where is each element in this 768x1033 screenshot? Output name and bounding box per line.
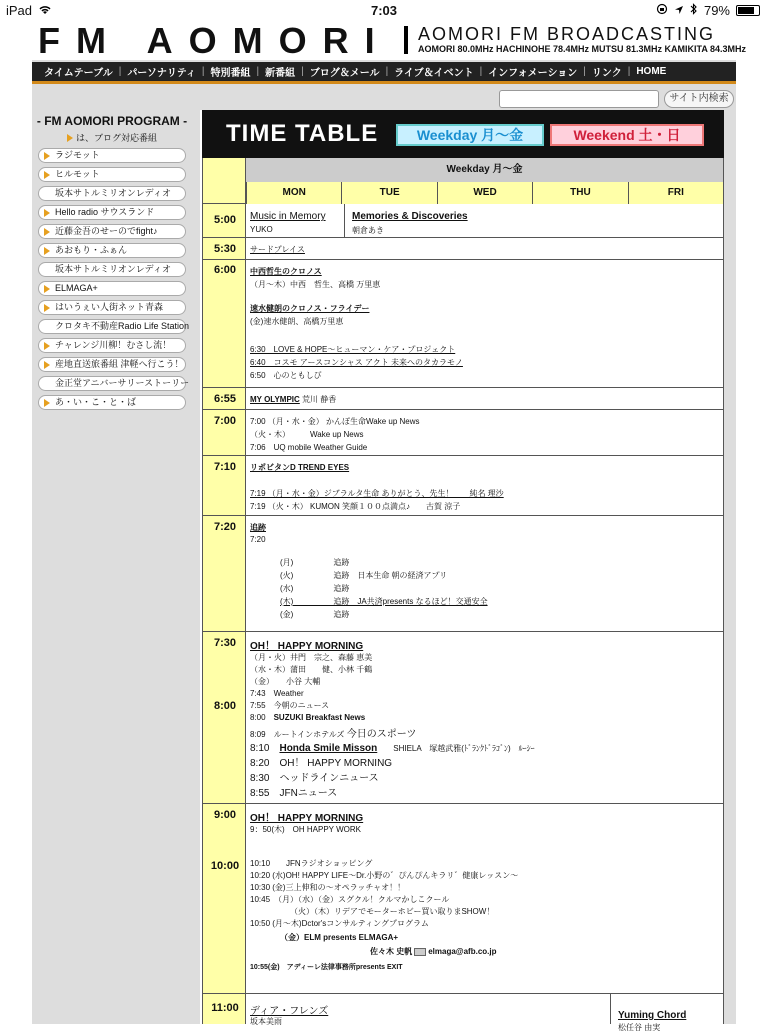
frequency-list: AOMORI 80.0MHz HACHINOHE 78.4MHz MUTSU 81.3MHz KAMIKITA 84.3MHz <box>418 44 747 54</box>
nav-separator: | <box>479 66 483 77</box>
program-text: 8:09 ルートインホテルズ <box>250 730 347 739</box>
time-cell <box>202 804 246 993</box>
day-wed: WED <box>437 182 532 204</box>
sidebar-item-tsugaru[interactable] <box>38 357 186 372</box>
program-host: SHIELA 塚越武雅(ﾄﾞﾗﾝｸﾄﾞﾗｺﾞﾝ) ﾙｰｼｰ <box>377 744 535 753</box>
row-0700 <box>202 410 724 456</box>
location-icon <box>674 3 684 18</box>
time-label: 5:30 <box>213 243 237 255</box>
time-label: 7:00 <box>213 415 237 427</box>
program-text: 10:10 JFNラジオショッピング <box>250 859 373 868</box>
nav-home[interactable]: HOME <box>636 66 667 77</box>
site-header <box>32 20 747 61</box>
search-row <box>32 86 736 110</box>
battery-icon <box>736 5 760 16</box>
program-host: 朝倉あき <box>352 226 384 235</box>
arrow-icon <box>44 285 50 293</box>
sidebar-note <box>32 131 192 144</box>
time-label: 7:10 <box>213 461 237 473</box>
program-cell <box>246 994 724 1032</box>
program-link[interactable]: 速水健朗のクロノス・フライデー <box>250 304 370 313</box>
program-text: (月) 追跡 <box>280 558 350 567</box>
program-link[interactable]: OH！ HAPPY MORNING <box>250 641 364 652</box>
status-right <box>656 3 760 18</box>
program-host: 佐々木 史帆 <box>370 947 413 956</box>
sidebar-item-label: ヒルモット <box>55 169 100 179</box>
nav-separator: | <box>201 66 205 77</box>
sidebar-item-rajimotto[interactable] <box>38 148 186 163</box>
battery-fill <box>738 7 754 14</box>
sidebar-item-label: 金正堂アニバーサリーストーリー <box>55 378 190 388</box>
program-text: 8:00 <box>250 713 274 722</box>
program-text: 10:45 （月）（水）（金）スグクル！クルマかしこクール <box>250 895 450 904</box>
clock: 7:03 <box>370 3 398 18</box>
corner-link[interactable]: 6:30 LOVE & HOPE〜ヒューマン・ケア・プロジェクト <box>250 345 456 354</box>
nav-separator: | <box>118 66 122 77</box>
time-label: 6:00 <box>213 264 237 276</box>
day-mon: MON <box>246 182 341 204</box>
program-text: (水) 追跡 <box>280 584 350 593</box>
nav-separator: | <box>256 66 260 77</box>
program-host: 荒川 静香 <box>299 395 337 404</box>
nav-separator: | <box>583 66 586 77</box>
program-host: （月〜木）中西 哲生、高橋 万里恵 <box>250 280 381 289</box>
program-cell <box>246 516 724 631</box>
arrow-icon <box>44 342 50 350</box>
corner-title: SUZUKI Breakfast News <box>273 713 366 722</box>
tab-weekday[interactable]: Weekday 月〜金 <box>396 124 544 146</box>
row-0530 <box>202 238 724 260</box>
program-text: 10:30 (金)三上伸和の〜オペラッチャオ！！ <box>250 883 406 892</box>
sidebar-item-senryu[interactable] <box>38 338 186 353</box>
sidebar-item-aomori-fan[interactable] <box>38 243 186 258</box>
time-column-header <box>202 158 246 203</box>
arrow-icon <box>44 304 50 312</box>
sidebar-item-label: 産地直送旅番組 津軽へ行こう！ <box>55 359 184 369</box>
program-link[interactable]: リポビタンD TREND EYES <box>250 463 350 472</box>
program-text: 7:06 UQ mobile Weather Guide <box>250 443 368 452</box>
corner-link[interactable]: Honda Smile Misson <box>279 743 378 754</box>
site-logo[interactable]: FM AOMORI <box>38 20 391 61</box>
week-header: Weekday 月〜金 <box>246 158 724 182</box>
nav-link[interactable]: リンク <box>591 68 622 79</box>
row-0730 <box>202 632 724 804</box>
time-cell <box>202 388 246 409</box>
sidebar-item-label: チャレンジ川柳！むさし流！ <box>55 340 172 350</box>
program-text: 8:30 ヘッドラインニュース <box>250 773 379 784</box>
mail-icon <box>414 948 426 956</box>
arrow-icon <box>44 247 50 255</box>
program-host: YUKO <box>250 225 273 234</box>
battery-percent: 79% <box>703 3 730 18</box>
row-0900 <box>202 804 724 994</box>
time-label: 5:00 <box>213 214 237 226</box>
program-line <box>250 712 365 723</box>
arrow-icon <box>44 152 50 160</box>
program-host: （月・火）井門 宗之、森藤 恵美 <box>250 653 373 662</box>
program-text: （火・木） Wake up News <box>250 430 364 439</box>
program-text: （火）（木）リデアでモーターホビー買い取りまSHOW！ <box>290 907 495 916</box>
nav-special[interactable]: 特別番組 <box>210 68 251 79</box>
corner-text: 7:19 （火・木） KUMON 笑顔１００点満点♪ 古賀 涼子 <box>250 502 461 511</box>
cell-divider <box>344 204 345 237</box>
nav-new-programs[interactable]: 新番組 <box>265 68 296 79</box>
program-cell <box>246 204 724 237</box>
time-label: 7:30 <box>213 637 237 649</box>
page <box>32 20 747 1032</box>
sidebar-item-label: ELMAGA+ <box>55 283 98 293</box>
program-link[interactable]: Music in Memory <box>250 211 326 222</box>
site-search-button[interactable]: サイト内検索 <box>664 90 734 108</box>
corner-text: 6:50 心のともしび <box>250 371 322 380</box>
sidebar-item-label: クロタキ不動産Radio Life Station <box>55 321 190 331</box>
sidebar-item-southland[interactable] <box>38 205 186 220</box>
site-search-input[interactable] <box>499 90 659 108</box>
program-text: 8:10 <box>250 743 280 754</box>
day-header-row <box>246 182 724 204</box>
nav-separator: | <box>627 66 631 77</box>
program-text: 7:20 <box>250 535 266 544</box>
program-link[interactable]: MY OLYMPIC <box>250 395 300 404</box>
program-text: (金) 追跡 <box>280 610 350 619</box>
program-link[interactable]: ディア・フレンズ <box>250 1006 329 1017</box>
email-link[interactable]: elmaga@afb.co.jp <box>428 947 497 956</box>
row-0710 <box>202 456 724 516</box>
arrow-icon <box>44 209 50 217</box>
header-row <box>202 158 724 204</box>
program-text: 7:55 今朝のニュース <box>250 701 330 710</box>
sidebar-item-label: あ・い・こ・と・ば <box>55 397 137 407</box>
arrow-icon <box>44 361 50 369</box>
nav-blog-mail[interactable]: ブログ＆メール <box>309 68 380 79</box>
program-line <box>250 725 416 740</box>
logo-divider <box>404 26 408 54</box>
blog-arrow-icon <box>67 134 73 142</box>
orientation-lock-icon <box>656 3 668 18</box>
program-cell <box>246 632 724 803</box>
row-0600 <box>202 260 724 388</box>
sidebar-item-kondo[interactable] <box>38 224 186 239</box>
program-cell <box>246 238 724 259</box>
time-cell <box>202 410 246 455</box>
time-cell <box>202 994 246 1024</box>
corner-link[interactable]: 6:40 コスモ アースコンシャス アクト 未来へのタカラモノ <box>250 358 463 367</box>
program-line <box>250 394 336 405</box>
program-link[interactable]: OH！ HAPPY MORNING <box>250 813 364 824</box>
time-label: 10:00 <box>210 860 240 872</box>
sidebar-item-anniversary[interactable] <box>38 376 190 391</box>
corner-link[interactable]: 7:19 （月・水・金）ジブラルタ生命 ありがとう、先生！ 純名 理沙 <box>250 489 504 498</box>
program-host: （金） 小谷 大輔 <box>250 677 321 686</box>
time-cell <box>202 456 246 515</box>
time-cell <box>202 204 246 237</box>
program-text: 7:00 （月・水・金） かんぽ生命Wake up News <box>250 417 420 426</box>
time-label: 7:20 <box>213 521 237 533</box>
program-text: 10:55(金) アディーレ法律事務所presents EXIT <box>250 964 403 971</box>
time-cell <box>202 632 246 803</box>
program-cell <box>246 456 724 515</box>
row-0720 <box>202 516 724 632</box>
sidebar-note-text: は、ブログ対応番組 <box>75 133 157 143</box>
sidebar-item-million-radio[interactable] <box>38 186 186 201</box>
program-text: 8:20 OH！ HAPPY MORNING <box>250 758 393 769</box>
sidebar-item-label: あおもり・ふぁん <box>55 245 128 255</box>
day-thu: THU <box>532 182 627 204</box>
status-bar <box>0 0 768 20</box>
program-text: 9：50(木) OH HAPPY WORK <box>250 825 361 834</box>
program-cell <box>246 410 724 455</box>
program-sidebar <box>32 112 192 414</box>
sidebar-item-million-radio-2[interactable] <box>38 262 186 277</box>
program-text: (火) 追跡 日本生命 朝の経済アプリ <box>280 571 448 580</box>
program-line <box>370 946 497 957</box>
nav-timetable[interactable]: タイムテーブル <box>44 68 113 79</box>
program-host: 松任谷 由実 <box>618 1023 661 1032</box>
program-text: 10:20 (水)OH! HAPPY LIFE〜Dr.小野の゛ぴんぴんキラリ゛健康レッスン〜 <box>250 871 519 880</box>
program-link[interactable]: 中西哲生のクロノス <box>250 267 322 276</box>
program-link[interactable]: Yuming Chord <box>618 1010 687 1021</box>
tab-weekend[interactable]: Weekend 土・日 <box>550 124 704 146</box>
sidebar-item-label: 坂本サトルミリオンレディオ <box>55 264 171 274</box>
program-text: 7:43 Weather <box>250 689 304 698</box>
device-label: iPad <box>6 3 33 18</box>
program-cell <box>246 260 724 387</box>
sidebar-item-aikotoba[interactable] <box>38 395 186 410</box>
sidebar-item-label: はいうぇい人街ネット青森 <box>55 302 164 312</box>
program-host: (金)速水健朗、高橋万里恵 <box>250 317 344 326</box>
time-cell <box>202 260 246 387</box>
sidebar-item-life-station[interactable] <box>38 319 190 334</box>
program-text: 8:55 JFNニュース <box>250 788 338 799</box>
time-label: 11:00 <box>211 1002 239 1014</box>
program-link[interactable]: サードプレイス <box>250 245 305 254</box>
nav-information[interactable]: インフォメーション <box>488 68 578 79</box>
program-cell <box>246 804 724 993</box>
program-text: （金）ELM presents ELMAGA+ <box>280 933 399 942</box>
timetable-title: TIME TABLE <box>226 120 379 147</box>
program-link[interactable]: Memories & Discoveries <box>352 211 468 222</box>
time-label: 8:00 <box>213 700 237 712</box>
program-line <box>250 739 535 754</box>
time-label: 6:55 <box>213 393 237 405</box>
nav-separator: | <box>385 66 389 77</box>
cell-divider <box>610 994 611 1024</box>
timetable-panel <box>200 110 724 1032</box>
sidebar-title: - FM AOMORI PROGRAM - <box>36 114 188 128</box>
sidebar-item-label: 坂本サトルミリオンレディオ <box>55 188 171 198</box>
time-cell <box>202 516 246 631</box>
program-cell <box>246 388 724 409</box>
corner-title: 今日のスポーツ <box>346 729 417 740</box>
sidebar-item-label: ラジモット <box>55 150 100 160</box>
bluetooth-icon <box>690 3 698 18</box>
sidebar-item-label: 近藤金吾のせーのでfight♪ <box>55 226 158 236</box>
row-0655 <box>202 388 724 410</box>
sidebar-item-label: Hello radio サウスランド <box>55 207 155 217</box>
nav-personality[interactable]: パーソナリティ <box>127 68 196 79</box>
nav-live-event[interactable]: ライブ＆イベント <box>394 68 474 79</box>
day-tue: TUE <box>341 182 436 204</box>
sidebar-item-hirumotto[interactable] <box>38 167 186 182</box>
arrow-icon <box>44 228 50 236</box>
timetable-banner <box>202 110 724 158</box>
arrow-icon <box>44 399 50 407</box>
sidebar-item-highway[interactable] <box>38 300 186 315</box>
row-0500 <box>202 204 724 238</box>
arrow-icon <box>44 171 50 179</box>
day-fri: FRI <box>628 182 723 204</box>
program-host: （水・木）蒲田 健、小林 千鶴 <box>250 665 373 674</box>
site-subtitle: AOMORI FM BROADCASTING <box>418 24 716 44</box>
program-host: 坂本美雨 <box>250 1017 282 1026</box>
global-nav <box>32 62 736 84</box>
program-link[interactable]: 追跡 <box>250 523 266 532</box>
row-1100 <box>202 994 724 1032</box>
program-text: 10:50 (月〜木)Dctor'sコンサルティングプログラム <box>250 919 429 928</box>
corner-link[interactable]: (木) 追跡 JA共済presents なるほど！交通安全 <box>280 597 488 606</box>
sidebar-item-elmaga[interactable] <box>38 281 186 296</box>
time-label: 9:00 <box>213 809 237 821</box>
nav-separator: | <box>301 66 304 77</box>
time-cell <box>202 238 246 259</box>
